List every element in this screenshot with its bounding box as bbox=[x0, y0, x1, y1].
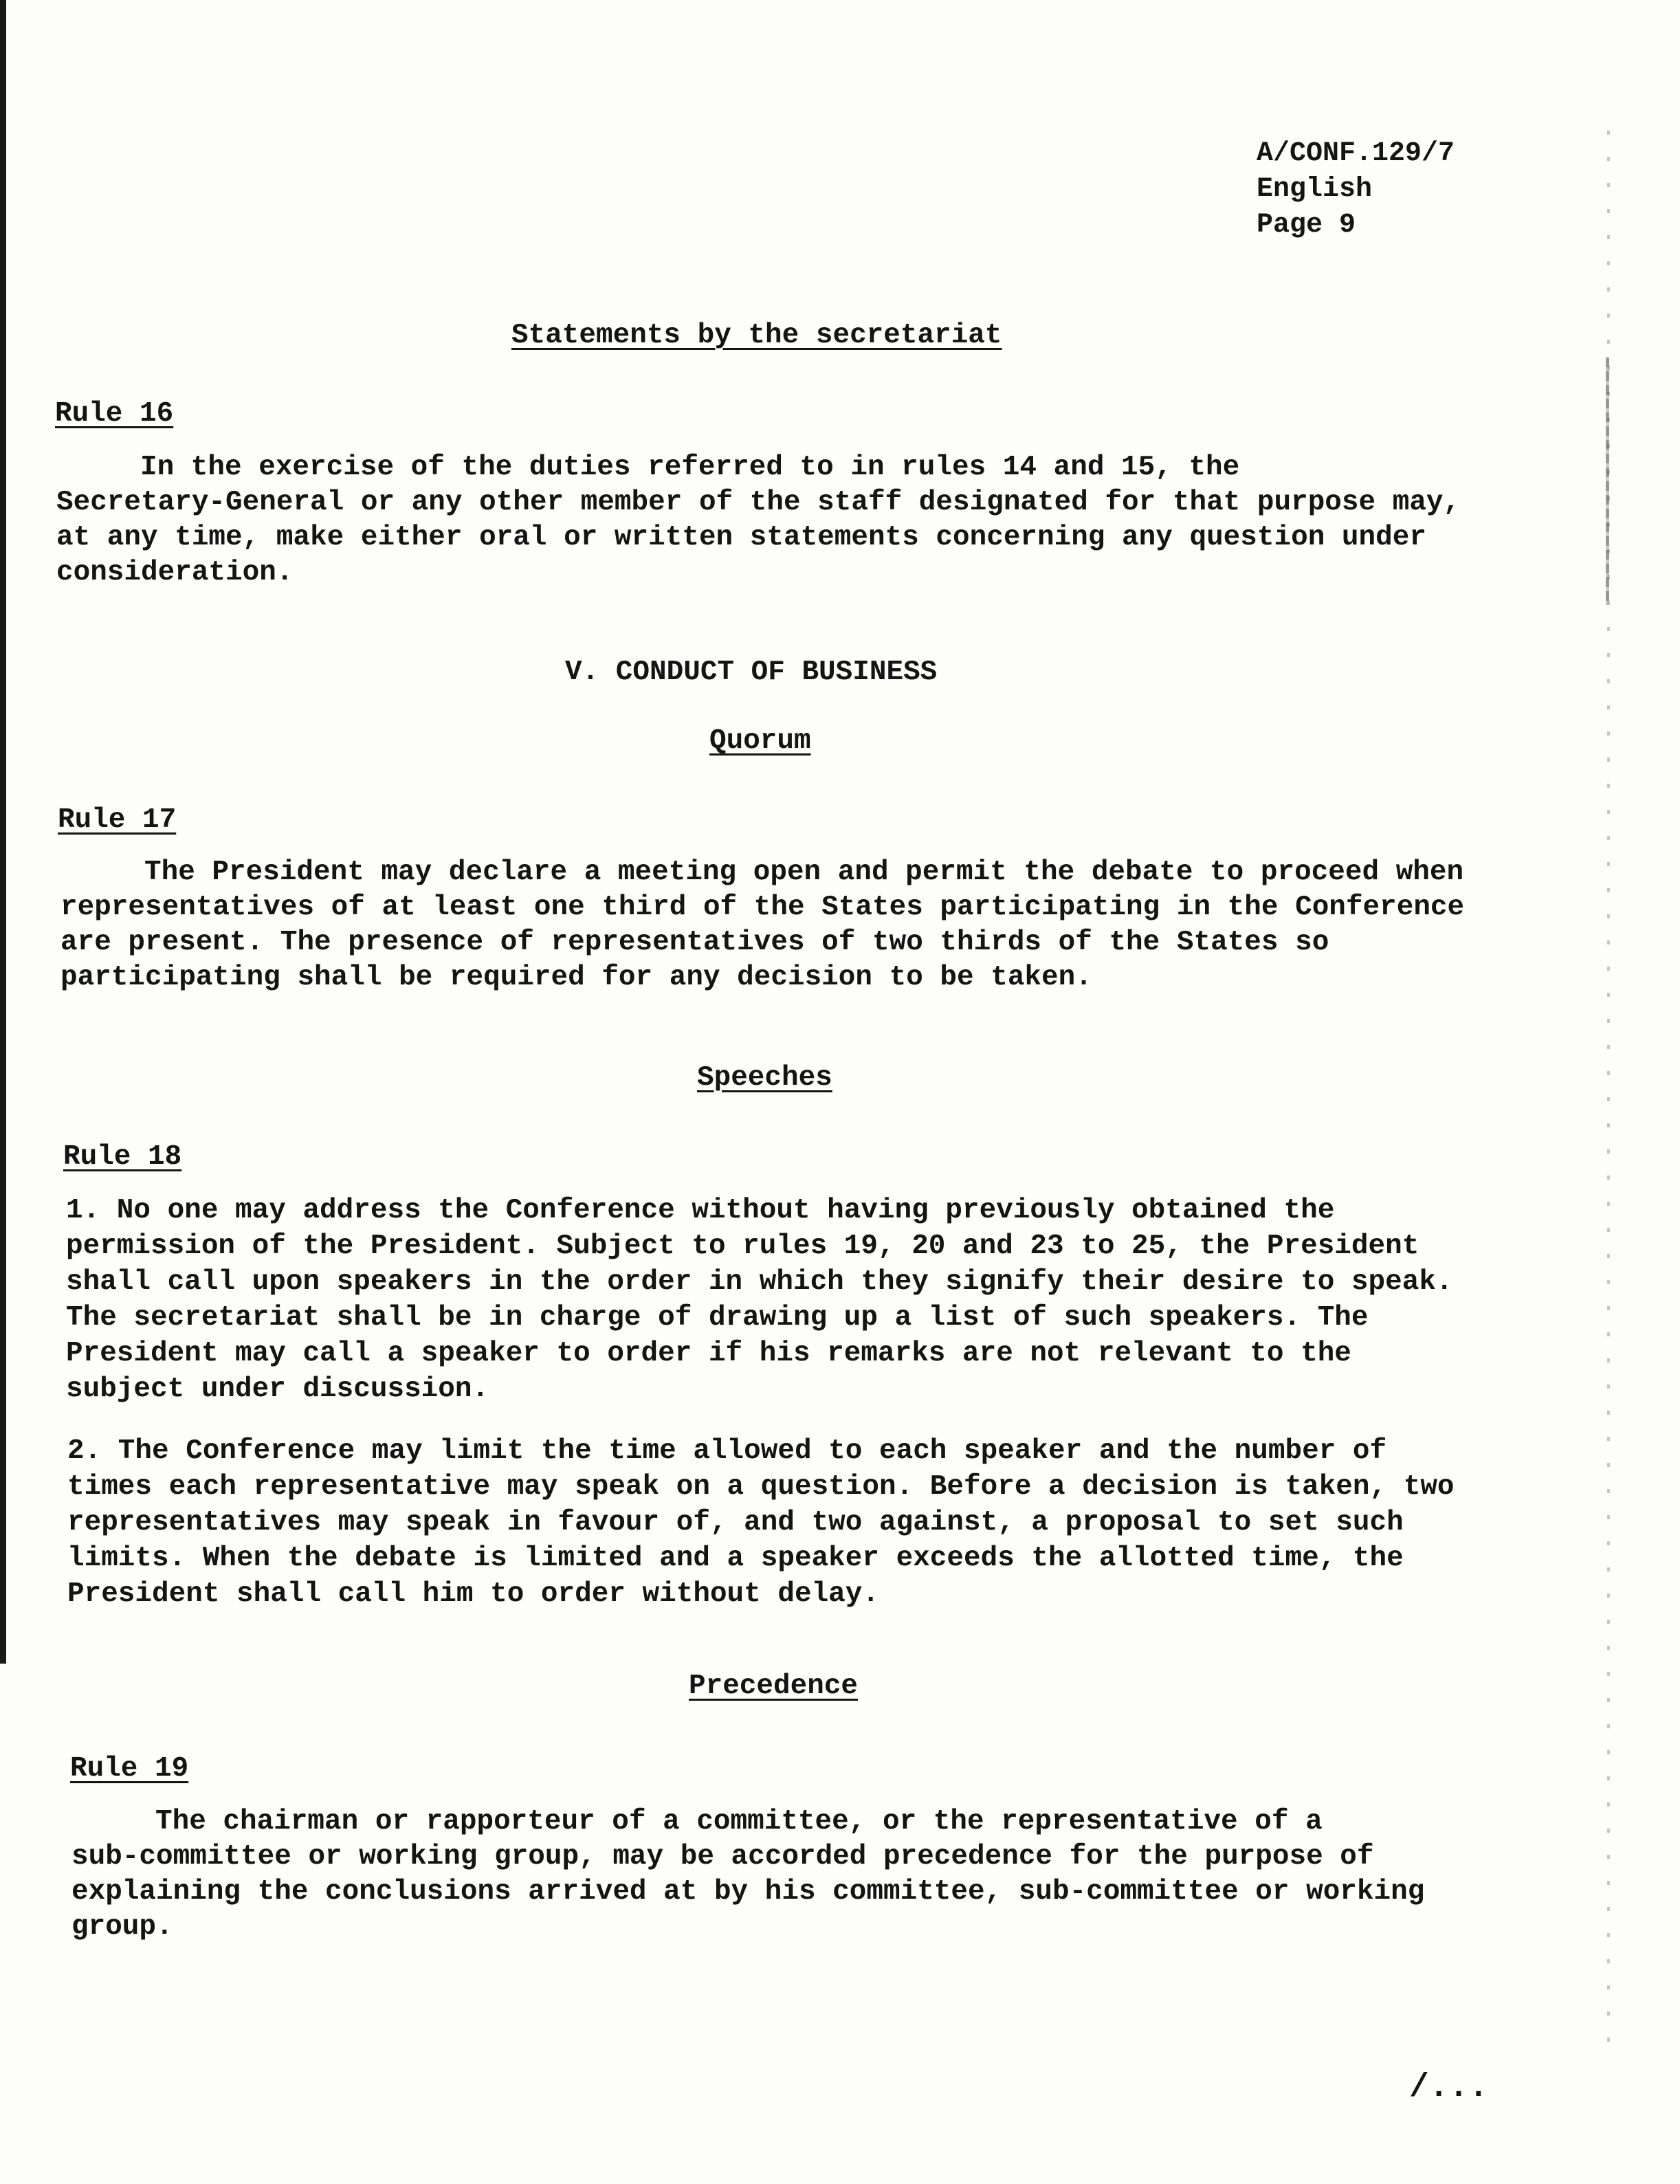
text-line: consideration. bbox=[56, 557, 294, 588]
heading-quorum: Quorum bbox=[709, 725, 811, 757]
text-line: group. bbox=[71, 1911, 173, 1943]
text-line: The secretariat shall be in charge of drawing up a list of such speakers. The bbox=[66, 1302, 1369, 1334]
text-line: subject under discussion. bbox=[66, 1374, 489, 1405]
rule-16-text bbox=[56, 450, 1460, 591]
rule-18-label: Rule 18 bbox=[63, 1141, 182, 1173]
text-line: times each representative may speak on a question. Before a decision is taken, two bbox=[67, 1471, 1455, 1503]
scan-right-edge-bar bbox=[1606, 357, 1609, 605]
rule-19-label: Rule 19 bbox=[70, 1753, 189, 1785]
heading-precedence: Precedence bbox=[689, 1670, 859, 1702]
text-line: The chairman or rapporteur of a committee, or the representative of a bbox=[155, 1806, 1323, 1838]
text-line: are present. The presence of representatives of two thirds of the States so bbox=[60, 927, 1329, 958]
text-line: shall call upon speakers in the order in which they signify their desire to speak. bbox=[66, 1266, 1453, 1298]
text-line: permission of the President. Subject to rules 19, 20 and 23 to 25, the President bbox=[66, 1231, 1419, 1262]
text-line: President may call a speaker to order if his remarks are not relevant to the bbox=[66, 1338, 1351, 1369]
text-line: The President may declare a meeting open and permit the debate to proceed when bbox=[144, 857, 1464, 888]
rule-17-text bbox=[60, 855, 1464, 995]
document-reference bbox=[1257, 136, 1455, 243]
text-line: limits. When the debate is limited and a speaker exceeds the allotted time, the bbox=[67, 1543, 1404, 1574]
text-line: President shall call him to order without delay. bbox=[67, 1578, 879, 1610]
text-line: 1. No one may address the Conference without having previously obtained the bbox=[66, 1195, 1335, 1226]
text-line: representatives of at least one third of the States participating in the Conference bbox=[60, 892, 1465, 923]
rule-18-paragraph-2 bbox=[67, 1433, 1455, 1612]
heading-statements-by-secretariat: Statements by the secretariat bbox=[511, 320, 1002, 351]
rule-18-paragraph-1 bbox=[66, 1193, 1453, 1407]
heading-speeches: Speeches bbox=[697, 1062, 832, 1094]
text-line: at any time, make either oral or written statements concerning any question under bbox=[56, 522, 1426, 553]
text-line: Secretary-General or any other member of the staff designated for that purpose may, bbox=[56, 487, 1461, 518]
scan-binding-edge bbox=[0, 0, 6, 1664]
text-line: sub-committee or working group, may be accorded precedence for the purpose of bbox=[71, 1841, 1374, 1873]
document-symbol: A/CONF.129/7 bbox=[1257, 138, 1455, 169]
text-line: representatives may speak in favour of, and two against, a proposal to set such bbox=[67, 1507, 1404, 1538]
rule-17-label: Rule 17 bbox=[58, 804, 177, 836]
chapter-heading-conduct-of-business: V. CONDUCT OF BUSINESS bbox=[565, 657, 938, 688]
document-language: English bbox=[1257, 174, 1373, 205]
text-line: participating shall be required for any decision to be taken. bbox=[60, 962, 1092, 993]
text-line: In the exercise of the duties referred to in rules 14 and 15, the bbox=[140, 452, 1240, 483]
page-number: Page 9 bbox=[1257, 210, 1356, 241]
text-line: 2. The Conference may limit the time allowed to each speaker and the number of bbox=[67, 1435, 1387, 1467]
rule-19-text bbox=[71, 1805, 1424, 1945]
continuation-mark: /... bbox=[1409, 2069, 1489, 2106]
text-line: explaining the conclusions arrived at by his committee, sub-committee or working bbox=[71, 1876, 1425, 1908]
rule-16-label: Rule 16 bbox=[55, 398, 174, 430]
